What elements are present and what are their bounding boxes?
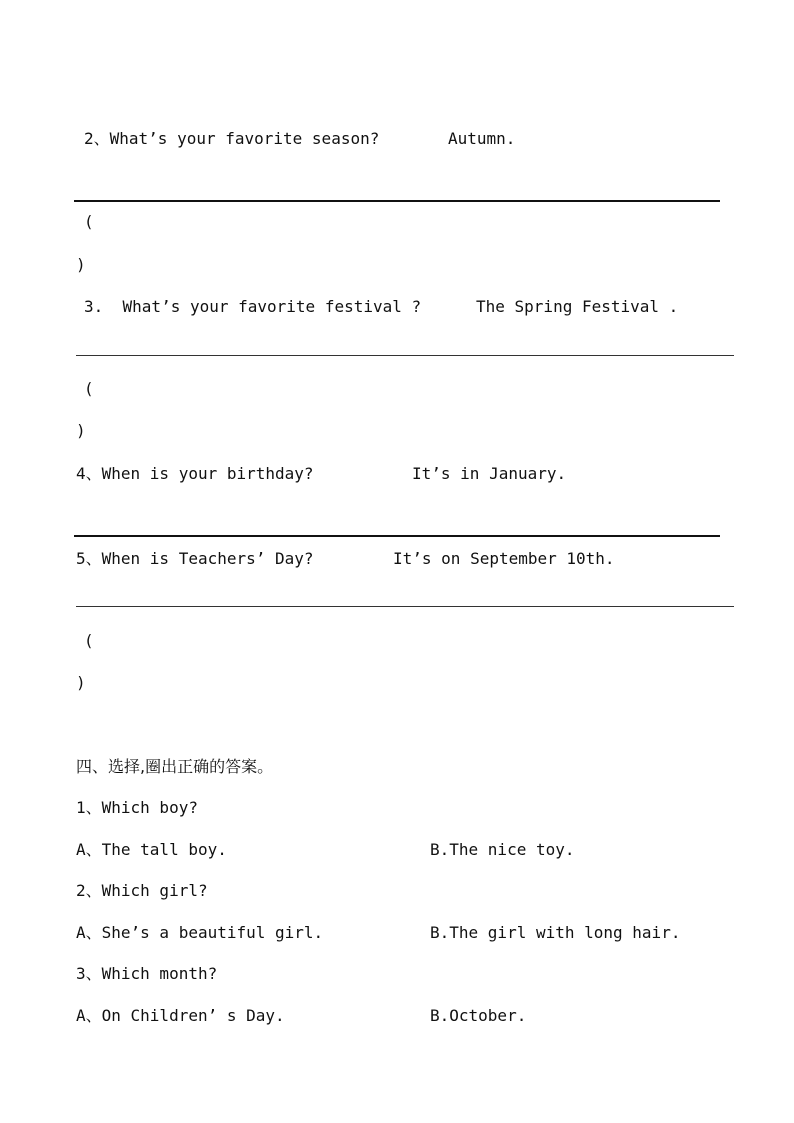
question-2: 2、What’s your favorite season? [84,129,380,148]
question-5: 5、When is Teachers’ Day? [76,549,314,568]
choice-2-option-b[interactable]: B.The girl with long hair. [430,923,681,942]
paren-close-5: ) [76,673,86,692]
choice-1-option-a[interactable]: A、The tall boy. [76,840,227,859]
question-4: 4、When is your birthday? [76,464,314,483]
paren-close-3: ) [76,421,86,440]
answer-line-4[interactable] [74,535,720,537]
question-3: 3. What’s your favorite festival ? [84,297,422,316]
section-4-title: 四、选择,圈出正确的答案。 [76,757,274,776]
paren-open-2: ( [84,212,94,231]
choice-2-option-a[interactable]: A、She’s a beautiful girl. [76,923,324,942]
paren-open-5: ( [84,631,94,650]
answer-2: Autumn. [448,129,516,148]
choice-question-3: 3、Which month? [76,964,218,983]
choice-3-option-b[interactable]: B.October. [430,1006,527,1025]
answer-4: It’s in January. [412,464,567,483]
answer-3: The Spring Festival . [476,297,679,316]
choice-question-2: 2、Which girl? [76,881,208,900]
paren-open-3: ( [84,379,94,398]
choice-1-option-b[interactable]: B.The nice toy. [430,840,575,859]
answer-line-3[interactable] [76,355,734,356]
choice-question-1: 1、Which boy? [76,798,198,817]
answer-5: It’s on September 10th. [393,549,615,568]
answer-line-5[interactable] [76,606,734,607]
choice-3-option-a[interactable]: A、On Children’ s Day. [76,1006,285,1025]
paren-close-2: ) [76,255,86,274]
answer-line-2[interactable] [74,200,720,202]
